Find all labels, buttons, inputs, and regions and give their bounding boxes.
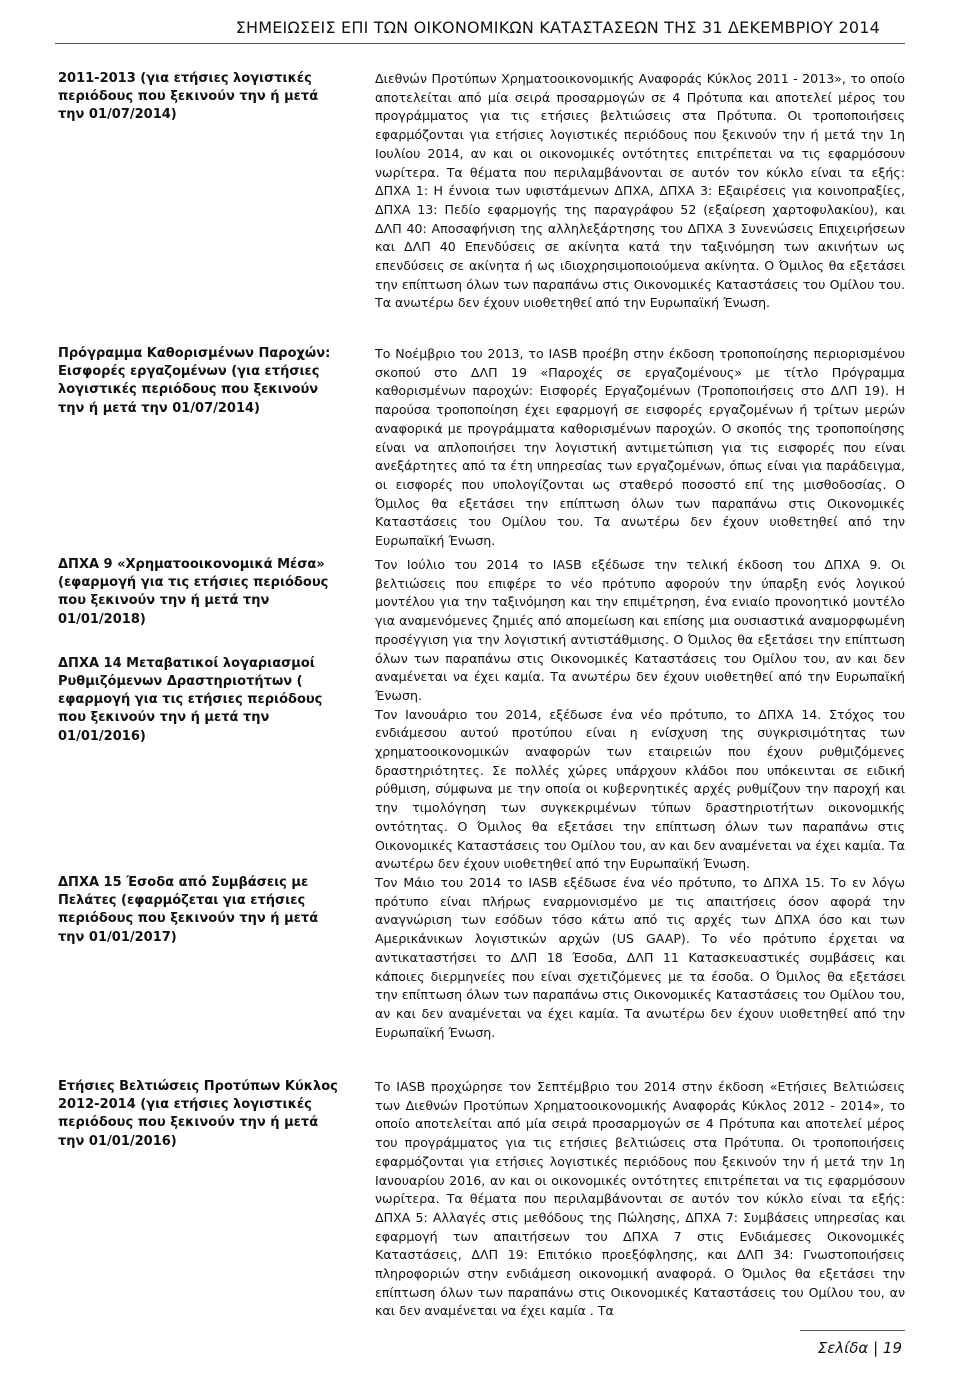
body-paragraph-ifrs-14: Τον Ιανουάριο του 2014, εξέδωσε ένα νέο πρότυπο, το ΔΠΧΑ 14. Στόχος του ενδιάμεσου αυτού προτύπου είναι η ενίσχυση της συγκρισιμότητας των χρηματοοικονομικών αναφορών των εταιρειών που έχουν ρυθμιζόμενες δραστηριότητες. Σε πολλές χώρες υπάρχουν κλάδοι που υπόκεινται σε ειδική ρύθμιση, σύμφωνα με την οποία οι κυβερνητικές αρχές ρυθμίζουν την παροχή και την τιμολόγηση των συγκεκριμένων τύπων δραστηριοτήτων οικονομικής οντότητας. Ο Όμιλος θα εξετάσει την επίπτωση όλων των παραπάνω στις Οικονομικές Καταστάσεις του Ομίλου του, αν και δεν αναμένεται να έχει καμία. Τα ανωτέρω δεν έχουν υιοθετηθεί από την Ευρωπαϊκή Ένωση. — [375, 706, 905, 872]
section-body — [375, 1078, 905, 1321]
section-heading — [58, 1078, 348, 1171]
section-body — [375, 556, 905, 874]
section-heading — [58, 345, 348, 438]
body-paragraph: Το IASB προχώρησε τον Σεπτέμβριο του 2014 στην έκδοση «Ετήσιες Βελτιώσεις των Διεθνών Προτύπων Χρηματοοικονομικής Αναφοράς Κύκλος 2012 - 2014», το οποίο αποτελείται από μία σειρά προσαρμογών σε 4 Πρότυπα και αποτελεί μέρος του προγράμματος για τις ετήσιες βελτιώσεις στα Πρότυπα. Οι τροποποιήσεις εφαρμόζονται για ετήσιες λογιστικές περιόδους που ξεκινούν την ή μετά την 1η Ιανουαρίου 2016, αν και οι οικονομικές οντότητες επιτρέπεται να τις εφαρμόσουν νωρίτερα. Τα θέματα που περιλαμβάνονται σε αυτόν τον κύκλο είναι τα εξής: ΔΠΧΑ 5: Αλλαγές στις μεθόδους της Πώλησης, ΔΠΧΑ 7: Συμβάσεις υπηρεσίας και εφαρμογή των απαιτήσεων του ΔΠΧΑ 7 στις Ενδιάμεσες Οικονομικές Καταστάσεις, ΔΛΠ 19: Επιτόκιο προεξόφλησης, και ΔΛΠ 34: Γνωστοποιήσεις πληροφοριών στην ενδιάμεση οικονομική αναφορά. Ο Όμιλος θα εξετάσει την επίπτωση όλων των παραπάνω στις Οικονομικές Καταστάσεις του Ομίλου του, αν και δεν αναμένεται να έχει καμία . Τα — [375, 1079, 905, 1319]
heading-text: ΔΠΧΑ 15 Έσοδα από Συμβάσεις με Πελάτες (εφαρμόζεται για ετήσιες περιόδους που ξεκινούν την ή μετά την 01/01/2017) — [58, 875, 319, 945]
heading-text: Ετήσιες Βελτιώσεις Προτύπων Κύκλος 2012-2014 (για ετήσιες λογιστικές περιόδους που ξεκινούν την ή μετά την 01/01/2016) — [58, 1079, 338, 1149]
section-body — [375, 70, 905, 313]
body-paragraph: Διεθνών Προτύπων Χρηματοοικονομικής Αναφοράς Κύκλος 2011 - 2013», το οποίο αποτελείται από μία σειρά προσαρμογών σε 4 Πρότυπα και αποτελεί μέρος του προγράμματος για τις ετήσιες βελτιώσεις στα Πρότυπα. Οι τροποποιήσεις εφαρμόζονται για ετήσιες λογιστικές περιόδους που ξεκινούν την ή μετά την 1η Ιουλίου 2014, αν και οι οικονομικές οντότητες επιτρέπεται να τις εφαρμόσουν νωρίτερα. Τα θέματα που περιλαμβάνονται σε αυτόν τον κύκλο είναι τα εξής: ΔΠΧΑ 1: Η έννοια των υφιστάμενων ΔΠΧΑ, ΔΠΧΑ 3: Εξαιρέσεις για κοινοπραξίες, ΔΠΧΑ 13: Πεδίο εφαρμογής της παραγράφου 52 (εξαίρεση χαρτοφυλακίου), και ΔΛΠ 40: Αποσαφήνιση της αλληλεξάρτησης του ΔΠΧΑ 3 Συνενώσεις Επιχειρήσεων και ΔΛΠ 40 Επενδύσεις σε ακίνητα κατά την ταξινόμηση των ακινήτων ως επενδύσεις σε ακίνητα ή ως ιδιοχρησιμοποιούμενα ακίνητα. Ο Όμιλος θα εξετάσει την επίπτωση όλων των παραπάνω στις Οικονομικές Καταστάσεις του Ομίλου του. Τα ανωτέρω δεν έχουν υιοθετηθεί από την Ευρωπαϊκή Ένωση. — [375, 71, 905, 311]
section-body — [375, 345, 905, 551]
heading-text: 2011-2013 (για ετήσιες λογιστικές περιόδους που ξεκινούν την ή μετά την 01/07/2014) — [58, 71, 319, 123]
section-body — [375, 874, 905, 1042]
heading-text: Πρόγραμμα Καθορισμένων Παροχών: Εισφορές εργαζομένων (για ετήσιες λογιστικές περιόδους που ξεκινούν την ή μετά την 01/07/2014) — [58, 346, 331, 416]
section-heading — [58, 874, 348, 967]
footer-divider — [800, 1330, 905, 1331]
heading-text-ifrs-9: ΔΠΧΑ 9 «Χρηματοοικονομικά Μέσα» (εφαρμογή για τις ετήσιες περιόδους που ξεκινούν την ή μετά την 01/01/2018) — [58, 557, 329, 627]
page-number: Σελίδα | 19 — [817, 1339, 902, 1357]
section-heading — [58, 70, 348, 145]
header-divider — [55, 43, 905, 44]
body-paragraph-ifrs-9: Τον Ιούλιο του 2014 το IASB εξέδωσε την τελική έκδοση του ΔΠΧΑ 9. Οι βελτιώσεις που επιφέρε το νέο πρότυπο αφορούν την ύπαρξη ενός λογικού μοντέλου για την ταξινόμηση και την επιμέτρηση, ένα ενιαίο προνοητικό μοντέλο για αναμενόμενες ζημιές από απομείωση και επίσης μια ουσιαστικά αναμορφωμένη προσέγγιση για την λογιστική αντιστάθμισης. Ο Όμιλος θα εξετάσει την επίπτωση όλων των παραπάνω στις Οικονομικές Καταστάσεις του Ομίλου του, αν και δεν αναμένεται να έχει καμία. Τα ανωτέρω δεν έχουν υιοθετηθεί από την Ευρωπαϊκή Ένωση. — [375, 557, 905, 703]
running-header-title: ΣΗΜΕΙΩΣΕΙΣ ΕΠΙ ΤΩΝ ΟΙΚΟΝΟΜΙΚΩΝ ΚΑΤΑΣΤΑΣΕΩΝ ΤΗΣ 31 ΔΕΚΕΜΒΡΙΟΥ 2014 — [235, 18, 880, 37]
page-header — [0, 14, 960, 48]
section-heading — [58, 556, 348, 766]
body-paragraph: Τον Μάιο του 2014 το IASB εξέδωσε ένα νέο πρότυπο, το ΔΠΧΑ 15. Το εν λόγω πρότυπο είναι πλήρως εναρμονισμένο με τις απαιτήσεις όσον αφορά την αναγνώριση των εσόδων τόσο κάτω από τις αρχές των ΔΠΧΑ όσο και των Αμερικάνικων λογιστικών αρχών (US GAAP). Το νέο πρότυπο έρχεται να αντικαταστήσει το ΔΛΠ 18 Έσοδα, ΔΛΠ 11 Κατασκευαστικές συμβάσεις και κάποιες διερμηνείες που είναι σχετιζόμενες με τα έσοδα. Ο Όμιλος θα εξετάσει την επίπτωση όλων των παραπάνω στις Οικονομικές Καταστάσεις του Ομίλου του, αν και δεν αναμένεται να έχει καμία. Τα ανωτέρω δεν έχουν υιοθετηθεί από την Ευρωπαϊκή Ένωση. — [375, 875, 905, 1040]
heading-text-ifrs-14: ΔΠΧΑ 14 Μεταβατικοί λογαριασμοί Ρυθμιζόμενων Δραστηριοτήτων ( εφαρμογή για τις ετήσιες περιόδους που ξεκινούν την ή μετά την 01/01/2016) — [58, 655, 323, 744]
body-paragraph: Το Νοέμβριο του 2013, το IASB προέβη στην έκδοση τροποποίησης περιορισμένου σκοπού στο ΔΛΠ 19 «Παροχές σε εργαζομένους» με τίτλο Πρόγραμμα καθορισμένων παροχών: Εισφορές Εργαζομένων (Τροποποιήσεις στο ΔΛΠ 19). Η παρούσα τροποποίηση έχει εφαρμογή σε εισφορές εργαζομένων ή τρίτων μερών αναφορικά με προγράμματα καθορισμένων παροχών. Ο σκοπός της τροποποίησης είναι να απλοποιήσει την λογιστική αντιμετώπιση για τις εισφορές που είναι ανεξάρτητες από τα έτη υπηρεσίας των εργαζομένων, όπως είναι για παράδειγμα, οι εισφορές που υπολογίζονται ως σταθερό ποσοστό επί της μισθοδοσίας. Ο Όμιλος θα εξετάσει την επίπτωση όλων των παραπάνω στις Οικονομικές Καταστάσεις του Ομίλου του. Τα ανωτέρω δεν έχουν υιοθετηθεί από την Ευρωπαϊκή Ένωση. — [375, 346, 905, 549]
